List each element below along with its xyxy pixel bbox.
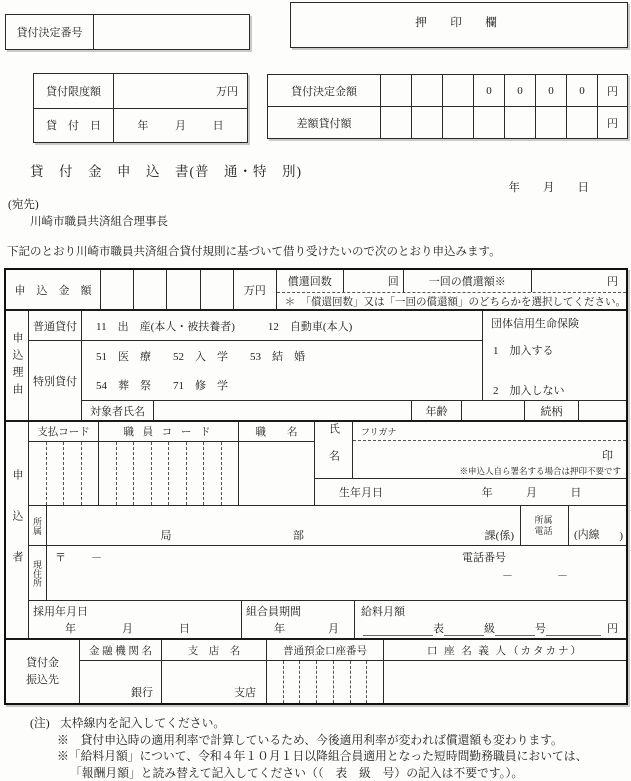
notes-block [30, 715, 587, 781]
member-period-units [274, 620, 339, 636]
transfer-section [6, 640, 626, 703]
amount-digit-cell [201, 270, 234, 309]
decision-amount-row [268, 75, 627, 107]
codes-name-row [29, 422, 626, 505]
loan-limit-row [34, 74, 247, 109]
month-unit: 月 [174, 120, 186, 133]
affiliation-value [47, 506, 521, 545]
transfer-label-cell [6, 640, 80, 703]
job-title-label: 職 名 [255, 427, 298, 438]
salary-table-unit: 表 [433, 623, 444, 635]
month-unit: 月 [122, 623, 133, 635]
digit-cell [474, 107, 505, 138]
digit-cell [317, 661, 334, 703]
digit-cell [187, 442, 205, 505]
group-credit-insurance-box [482, 311, 626, 400]
insurance-title: 団体信用生命保険 [491, 318, 579, 330]
digit-cell [567, 107, 598, 138]
affiliation-phone-label: 所属電話 [534, 514, 553, 536]
employee-code-label: 職 員 コ ー ド [99, 422, 239, 441]
applicant-section [6, 422, 626, 640]
loan-decision-number-label: 貸付決定番号 [6, 15, 94, 49]
digit-cell [29, 442, 47, 505]
loan-date-label: 貸 付 日 [34, 109, 114, 143]
loan-decision-amount-table [267, 74, 628, 139]
decision-amount-label: 貸付決定金額 [268, 75, 381, 106]
salary-underline [444, 623, 484, 636]
digit-cell [334, 661, 351, 703]
repayment-count-label: 償還回数 [277, 270, 344, 292]
name-label: 氏名 [327, 423, 340, 477]
age-label: 年齢 [412, 401, 462, 420]
loan-limit-table [33, 73, 248, 143]
digit-cell [267, 661, 284, 703]
relation-label: 続柄 [525, 401, 579, 420]
account-number-cells [267, 661, 383, 703]
digit-cell [412, 75, 443, 106]
extension-cell [569, 506, 626, 545]
insurance-option-decline: 2 加入しない [493, 385, 565, 397]
seal-box [290, 2, 628, 48]
branch-header: 支 店 名 [162, 640, 266, 661]
digit-cell [117, 442, 135, 505]
hire-date-cell [29, 601, 242, 638]
yen-unit: 円 [607, 85, 618, 98]
codes-cells-row [29, 442, 314, 505]
difference-amount-row [268, 107, 627, 138]
digit-cell [367, 661, 383, 703]
member-period-label: 組合員期間 [246, 606, 301, 618]
employee-code-cells [99, 442, 239, 505]
name-entry-area [353, 422, 626, 478]
yen-unit: 円 [607, 117, 618, 130]
year-unit: 年 [65, 623, 76, 635]
digit-cell: 0 [567, 75, 598, 106]
day-unit: 日 [179, 623, 190, 635]
digit-cell [152, 442, 170, 505]
reason-section [6, 311, 626, 422]
birth-date-units [425, 479, 626, 505]
amount-unit: 万円 [234, 270, 277, 309]
payment-code-label: 支払コード [29, 422, 99, 441]
digit-cell [300, 661, 317, 703]
applicant-section-label: 申込者 [11, 468, 23, 592]
special-loan-label: 特別貸付 [29, 341, 82, 420]
digit-cell [284, 661, 301, 703]
digit-cell [381, 75, 412, 106]
birth-date-row [315, 478, 626, 505]
digit-cell [64, 442, 82, 505]
application-date: 年 月 日 [508, 182, 589, 194]
codes-block [29, 422, 314, 505]
name-row [315, 422, 626, 478]
amount-digit-cell [167, 270, 200, 309]
furigana-label: フリガナ [353, 422, 626, 441]
account-header: 普通預金口座番号 [267, 640, 383, 661]
codes-header-row [29, 422, 314, 442]
salary-grade-unit: 級 [484, 623, 495, 635]
affiliation-label-cell [29, 506, 47, 545]
amount-section [6, 270, 626, 311]
transfer-label-line2: 振込先 [26, 673, 59, 686]
department-unit: 部 [292, 530, 304, 542]
year-unit: 年 [137, 120, 149, 133]
digit-cell [47, 442, 65, 505]
salary-label: 給料月額 [361, 606, 405, 618]
special-loan-options-line2: 54 葬 祭 71 修 学 [96, 380, 228, 393]
reason-grid [29, 311, 626, 420]
extension-close: ) [619, 530, 623, 542]
loan-date-row [34, 109, 247, 143]
month-unit: 月 [525, 487, 537, 499]
note-label: (注) [30, 716, 50, 730]
digit-cell [134, 442, 152, 505]
applicant-body [29, 422, 626, 638]
phone-number-dashes: － － [502, 570, 568, 582]
salary-units [363, 620, 618, 636]
form-title: 貸 付 金 申 込 書(普 通・特 別) [30, 164, 302, 179]
salary-underline [363, 623, 433, 636]
main-form-table [4, 268, 628, 705]
seal-note: ※申込人自ら署名する場合は押印不要です [459, 466, 621, 476]
digit-cell [82, 442, 99, 505]
day-unit: 日 [212, 120, 224, 133]
salary-yen-unit: 円 [607, 623, 618, 635]
holder-header: 口 座 名 義 人（カタカナ） [384, 640, 626, 661]
month-unit: 月 [328, 623, 339, 635]
ordinary-loan-label: 普通貸付 [29, 311, 82, 341]
digit-cell [412, 107, 443, 138]
address-row [29, 545, 626, 600]
amount-digit-cell [101, 270, 134, 309]
target-name-value [154, 401, 412, 420]
holder-value [384, 661, 626, 703]
phone-number-label: 電話番号 [462, 552, 506, 564]
member-period-cell [242, 601, 355, 638]
digit-cell [536, 107, 567, 138]
repayment-select-note: ＊ 「償還回数」又は「一回の償還額」のどちらかを選択してください。 [277, 292, 626, 309]
branch-column [162, 640, 267, 703]
payment-code-cells [29, 442, 99, 505]
extension-open: (内線 [574, 529, 600, 541]
hire-date-label: 採用年月日 [33, 606, 88, 618]
repayment-per-unit: 円 [607, 276, 619, 288]
digit-cell [443, 107, 474, 138]
target-name-label: 対象者氏名 [82, 401, 154, 420]
application-amount-label: 申 込 金 額 [6, 270, 101, 309]
digit-cell: 0 [536, 75, 567, 106]
note-line-2: ※ 貸付申込時の適用利率で計算しているため、今後適用利率が変われば償還額も変わります。 [57, 732, 563, 747]
loan-decision-number-value [94, 15, 249, 49]
special-loan-options-line1: 51 医 療 52 入 学 53 結 婚 [96, 350, 305, 363]
postal-mark: 〒 [55, 552, 66, 564]
loan-decision-number-box [5, 14, 250, 50]
addressee-label: (宛先) [8, 199, 39, 211]
year-unit: 年 [274, 623, 285, 635]
digit-cell [381, 107, 412, 138]
bank-header: 金 融 機 関 名 [80, 640, 161, 661]
salary-underline [546, 623, 601, 636]
affiliation-phone-label-cell [521, 506, 569, 545]
insurance-option-join: 1 加入する [493, 345, 554, 357]
note-text-1: 太枠線内を記入してください。 [60, 716, 226, 730]
salary-step-unit: 号 [535, 623, 546, 635]
name-label-cell [315, 422, 353, 478]
special-loan-options [82, 341, 482, 400]
amount-digit-cell [134, 270, 167, 309]
job-title-value [239, 442, 314, 505]
note-line-1 [30, 715, 587, 732]
difference-amount-label: 差額貸付額 [268, 107, 381, 138]
affiliation-row [29, 505, 626, 545]
transfer-label-line1: 貸付金 [26, 656, 59, 669]
section-unit: 課(係) [484, 530, 514, 542]
loan-limit-label: 貸付限度額 [34, 74, 114, 108]
intro-sentence: 下記のとおり川崎市職員共済組合貸付規則に基づいて借り受けたいので次のとおり申込みます。 [7, 246, 501, 258]
applicant-section-label-cell [6, 422, 29, 638]
note-line-4: 「報酬月額」と読み替えて記入してください（（ 表 級 号）の記入は不要です。）。 [70, 765, 524, 780]
repayment-count-unit: 回 [344, 270, 404, 292]
name-block [314, 422, 626, 505]
repayment-block [277, 270, 626, 309]
loan-date-units [114, 109, 247, 143]
relation-value [579, 401, 626, 420]
branch-suffix: 支店 [234, 687, 256, 699]
repayment-per-label: 一回の償還額※ [404, 270, 532, 292]
address-label: 現住所 [32, 559, 42, 587]
repayment-row [277, 270, 626, 292]
age-value [462, 401, 525, 420]
seal-box-label: 押 印 欄 [415, 17, 503, 29]
bank-column [80, 640, 162, 703]
note-line-3: ※「給料月額」について、令和４年１０月１日以降組合員適用となった短時間勤務職員においては、 [57, 749, 588, 763]
loan-limit-unit: 万円 [216, 85, 238, 98]
reason-section-label-cell [6, 311, 29, 420]
ordinary-loan-options: 11 出 産(本人・被扶養者) 12 自動車(本人) [82, 311, 482, 341]
holder-column [384, 640, 626, 703]
reason-section-label: 申込理由 [11, 331, 23, 400]
affiliation-label: 所属 [32, 516, 42, 535]
digit-cell [169, 442, 187, 505]
digit-cell [505, 107, 536, 138]
employment-row [29, 600, 626, 638]
postal-dash: － [91, 552, 102, 564]
digit-cell [351, 661, 368, 703]
year-unit: 年 [481, 487, 493, 499]
digit-cell: 0 [474, 75, 505, 106]
address-value [47, 546, 626, 600]
digit-cell [443, 75, 474, 106]
digit-cell: 0 [505, 75, 536, 106]
bank-suffix: 銀行 [131, 687, 153, 699]
salary-underline [495, 623, 535, 636]
addressee-name: 川崎市職員共済組合理事長 [30, 216, 168, 228]
hire-date-units [65, 620, 190, 636]
day-unit: 日 [570, 487, 582, 499]
bureau-unit: 局 [160, 530, 172, 542]
digit-cell [204, 442, 222, 505]
seal-mark: 印 [602, 450, 613, 462]
digit-cell [222, 442, 239, 505]
account-column [267, 640, 384, 703]
birth-date-label: 生年月日 [339, 487, 383, 499]
target-person-row [82, 400, 626, 420]
name-value-area [353, 441, 626, 478]
digit-cell [99, 442, 117, 505]
salary-cell [355, 601, 626, 638]
address-label-cell [29, 546, 47, 600]
